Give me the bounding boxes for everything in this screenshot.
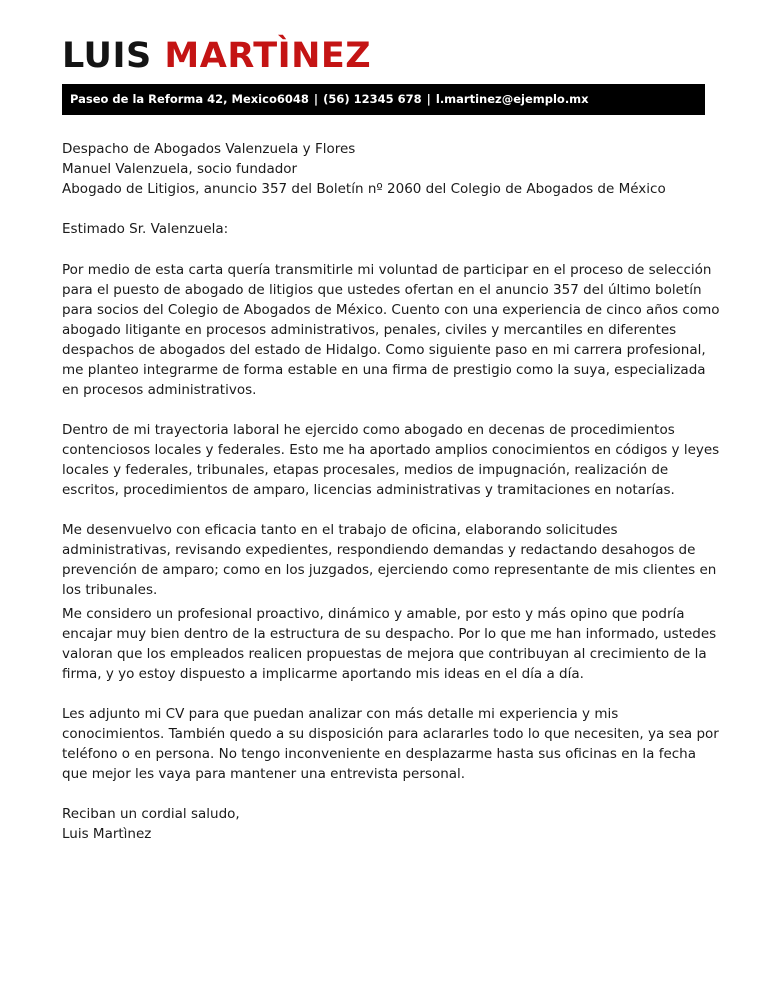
salutation: Estimado Sr. Valenzuela:: [62, 221, 229, 237]
separator: |: [426, 92, 431, 106]
phone-text: (56) 12345 678: [323, 92, 422, 106]
recipient-position: Abogado de Litigios, anuncio 357 del Boletín nº 2060 del Colegio de Abogados de México: [62, 181, 666, 197]
paragraph-closing: Les adjunto mi CV para que puedan analizar con más detalle mi experiencia y mis conocimientos. También quedo a su disposición para aclararles todo lo que necesiten, ya sea por teléfono o en persona. No tengo inconveniente en desplazarme hasta sus oficinas en la fecha que mejor les vaya para mantener una entrevista personal.: [62, 706, 719, 782]
applicant-name: [62, 34, 371, 78]
closing-greeting: Reciban un cordial saludo,: [62, 806, 240, 822]
recipient-block: [62, 139, 722, 199]
paragraph-intro: Por medio de esta carta quería transmitirle mi voluntad de participar en el proceso de selección para el puesto de abogado de litigios que ustedes ofertan en el anuncio 357 del último boletín para socios del Colegio de Abogados de México. Cuento con una experiencia de cinco años como abogado litigante en procesos administrativos, penales, civiles y mercantiles en diferentes despachos de abogados del estado de Hidalgo. Como siguiente paso en mi carrera profesional, me planteo integrarme de forma estable en una firma de prestigio como la suya, especializada en procesos administrativos.: [62, 262, 720, 398]
letter-body: [62, 139, 722, 844]
contact-bar: [62, 84, 705, 115]
paragraph-experience: Dentro de mi trayectoria laboral he ejercido como abogado en decenas de procedimientos contenciosos locales y federales. Esto me ha aportado amplios conocimientos en códigos y leyes locales y federales, tribunales, etapas procesales, medios de impugnación, realización de escritos, procedimientos de amparo, licencias administrativas y tramitaciones en notarías.: [62, 422, 720, 498]
email-text: l.martinez@ejemplo.mx: [435, 92, 589, 106]
recipient-person: Manuel Valenzuela, socio fundador: [62, 161, 298, 177]
last-name: MARTÌNEZ: [164, 36, 372, 76]
paragraph-profile: Me considero un profesional proactivo, dinámico y amable, por esto y más opino que podría encajar muy bien dentro de la estructura de su despacho. Por lo que me han informado, ustedes valoran que los empleados realicen propuestas de mejora que contribuyan al crecimiento de la firma, y yo estoy dispuesto a implicarme aportando mis ideas en el día a día.: [62, 606, 717, 682]
signature: Luis Martìnez: [62, 826, 152, 842]
address-text: Paseo de la Reforma 42, Mexico6048: [70, 92, 309, 106]
recipient-company: Despacho de Abogados Valenzuela y Flores: [62, 141, 356, 157]
paragraph-skills: Me desenvuelvo con eficacia tanto en el trabajo de oficina, elaborando solicitudes administrativas, revisando expedientes, respondiendo demandas y redactando desahogos de prevención de amparo; como en los juzgados, ejerciendo como representante de mis clientes en los tribunales.: [62, 522, 717, 598]
first-name: LUIS: [62, 36, 152, 76]
closing-block: [62, 804, 722, 844]
separator: |: [313, 92, 319, 106]
